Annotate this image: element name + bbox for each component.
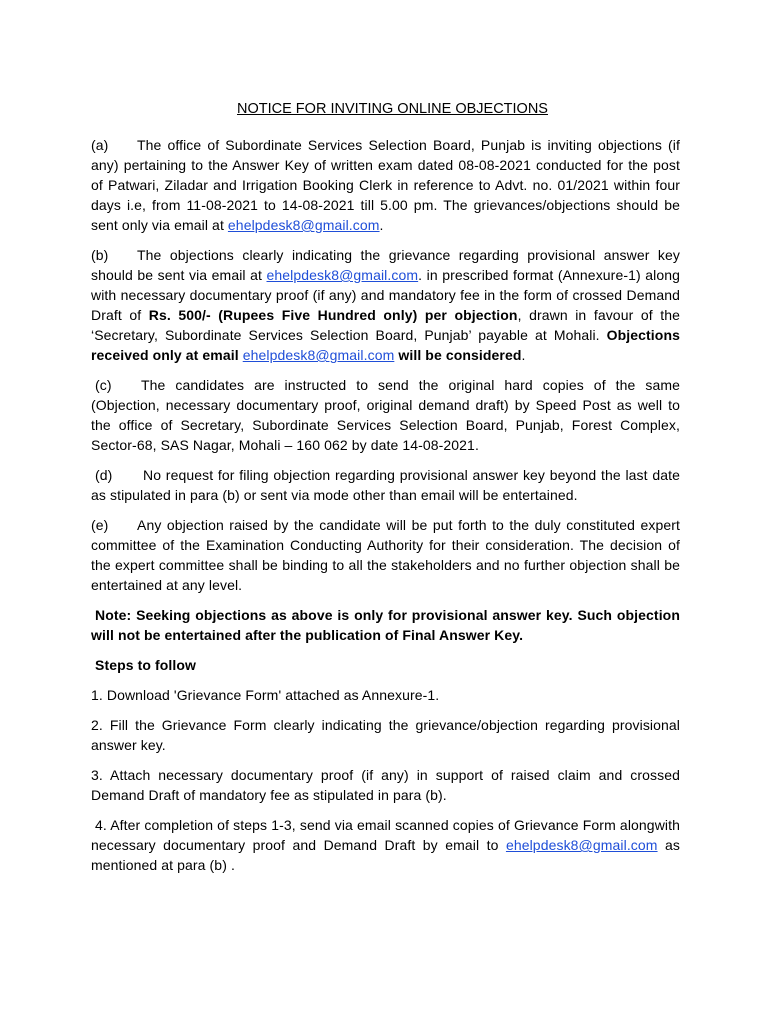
step-item: 2. Fill the Grievance Form clearly indicating the grievance/objection regarding provisional answer key. (91, 717, 680, 753)
paragraph-d-label: (d) (95, 467, 113, 483)
paragraph-e (91, 515, 680, 595)
paragraph-e-label: (e) (91, 517, 109, 533)
paragraph-a-text: The office of Subordinate Services Selection Board, Punjab is inviting objections (if any) pertaining to the Answer Key of written exam dated 08-08-2021 conducted for the post of Patwari, Ziladar and Irrigation Booking Clerk in reference to Advt. no. 01/2021 within four days i.e, from 11-08-2021 to 14-08-2021 till 5.00 pm. The grievances/objections should be sent only via email at (91, 137, 680, 233)
paragraph-b-end: . (521, 347, 526, 363)
paragraph-a-end: . (379, 217, 384, 233)
paragraph-c-text: The candidates are instructed to send the original hard copies of the same (Objection, necessary documentary proof, original demand draft) by Speed Post as well to the office of Secretary, Subordinate Services Selection Board, Punjab, Forest Complex, Sector-68, SAS Nagar, Mohali – 160 062 by date 14-08-2021. (91, 377, 680, 453)
page-title: NOTICE FOR INVITING ONLINE OBJECTIONS (237, 101, 548, 117)
step-4-text: 4. After completion of steps 1-3, send via email scanned copies of Grievance Form alongwith necessary documentary proof and Demand Draft by email to (91, 817, 680, 853)
step-4-end: as mentioned at para (b) . (91, 837, 680, 873)
paragraph-a-label: (a) (91, 137, 109, 153)
email-only-notice: Objections received only at email (91, 327, 680, 363)
paragraph-b-label: (b) (91, 247, 109, 263)
note-text: Note: Seeking objections as above is only for provisional answer key. Such objection will not be entertained after the publication of Final Answer Key. (91, 607, 680, 643)
email-link[interactable]: ehelpdesk8@gmail.com (242, 347, 395, 363)
step-item-4 (91, 815, 680, 875)
note (91, 605, 680, 645)
paragraph-c (91, 375, 680, 455)
paragraph-b-text-1: The objections clearly indicating the grievance regarding provisional answer key should be sent via email at (91, 247, 680, 283)
will-be-considered: will be considered (398, 347, 522, 363)
step-item: 3. Attach necessary documentary proof (if any) in support of raised claim and crossed Demand Draft of mandatory fee as stipulated in para (b). (91, 767, 680, 803)
step-item: 1. Download 'Grievance Form' attached as Annexure-1. (91, 687, 440, 703)
paragraph-b (91, 245, 680, 365)
fee-amount: Rs. 500/- (Rupees Five Hundred only) per objection (148, 307, 518, 323)
paragraph-e-text: Any objection raised by the candidate will be put forth to the duly constituted expert committee of the Examination Conducting Authority for their consideration. The decision of the expert committee shall be binding to all the stakeholders and no further objection shall be entertained at any level. (91, 517, 680, 593)
email-link[interactable]: ehelpdesk8@gmail.com (266, 267, 419, 283)
paragraph-d-text: No request for filing objection regarding provisional answer key beyond the last date as stipulated in para (b) or sent via mode other than email will be entertained. (91, 467, 680, 503)
paragraph-b-text-2: . in prescribed format (Annexure-1) along with necessary documentary proof (if any) and mandatory fee in the form of crossed Demand Draft of (91, 267, 680, 323)
paragraph-b-text-3: , drawn in favour of the ‘Secretary, Subordinate Services Selection Board, Punjab’ payable at Mohali. (91, 307, 680, 343)
email-link[interactable]: ehelpdesk8@gmail.com (505, 837, 658, 853)
steps-heading: Steps to follow (95, 657, 197, 673)
email-link[interactable]: ehelpdesk8@gmail.com (227, 217, 380, 233)
paragraph-c-label: (c) (95, 377, 112, 393)
paragraph-a (91, 135, 680, 235)
paragraph-d (91, 465, 680, 505)
